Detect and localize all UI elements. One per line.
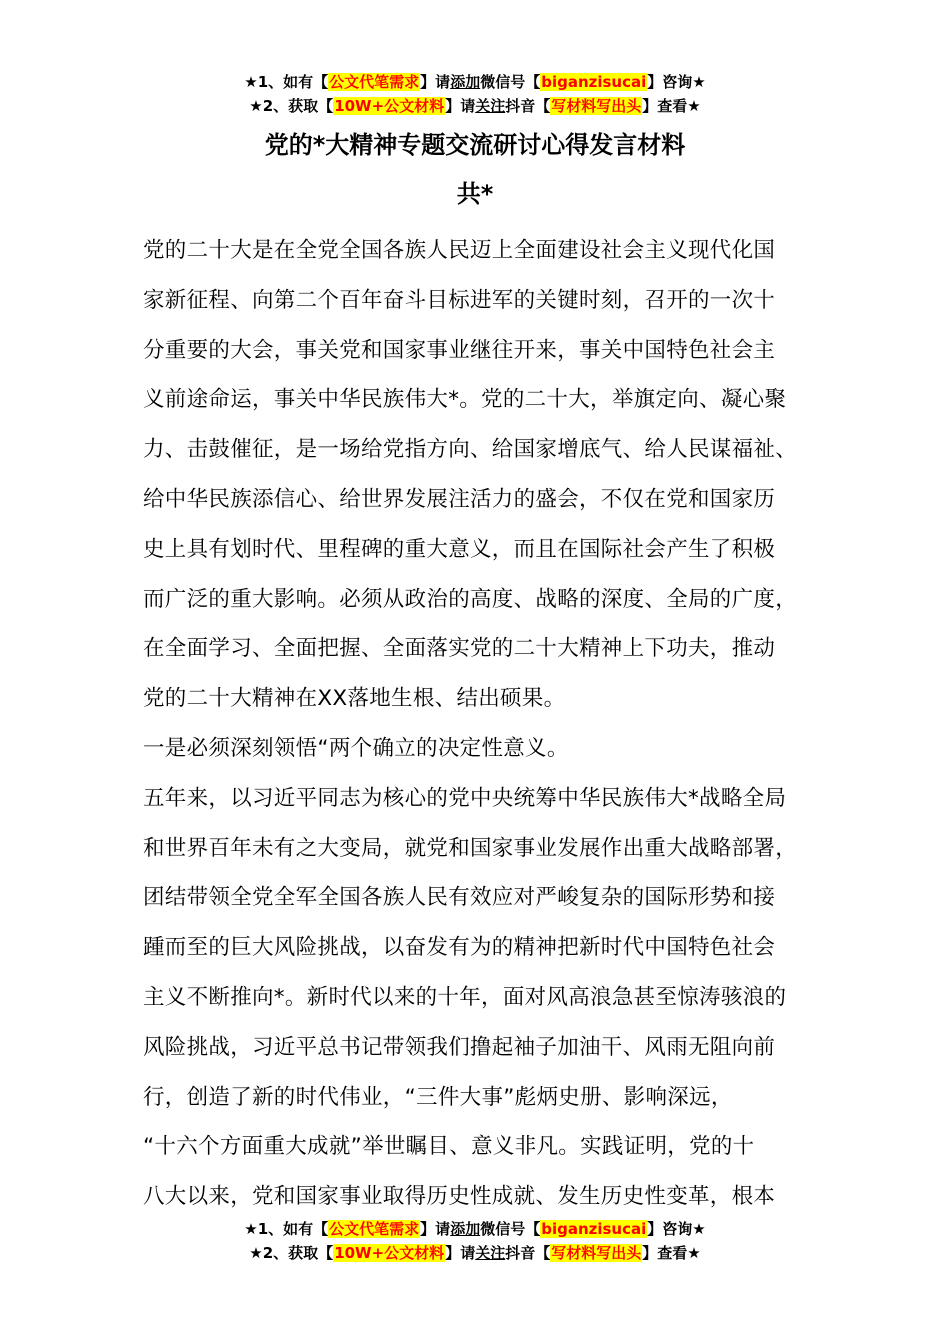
text-line: 力、击鼓催征，是一场给党指方向、给国家增底气、给人民谋福祉、 — [143, 437, 798, 463]
promo-text: ★2、获取【 — [249, 97, 334, 115]
text-line: “十六个方面重大成就”举世瞩目、意义非凡。实践证明，党的十 — [143, 1134, 755, 1160]
promo-text: 】查看★ — [642, 97, 701, 115]
promo-text: 】请 — [445, 97, 476, 115]
body-paragraph — [143, 226, 833, 724]
promo-line-2 — [0, 94, 950, 118]
text-line: 一是必须深刻领悟“两个确立的决定性意义。 — [143, 735, 569, 761]
text-line: 而广泛的重大影响。必须从政治的高度、战略的深度、全局的广度， — [143, 586, 798, 612]
promo-text: ★2、获取【 — [249, 1244, 334, 1262]
promo-highlight: 公文代笔需求 — [329, 1220, 420, 1238]
promo-highlight: 写材料写出头 — [551, 1244, 642, 1262]
promo-underlined-text: 关注 — [475, 97, 506, 115]
promo-underlined-text: 添加 — [450, 1220, 481, 1238]
promo-highlight: biganzisucai — [541, 73, 647, 91]
body-paragraph — [143, 774, 833, 1222]
promo-text: 微信号【 — [480, 73, 541, 91]
promo-line-1 — [0, 70, 950, 94]
text-line: 主义不断推向*。新时代以来的十年，面对风高浪急甚至惊涛骇浪的 — [143, 984, 787, 1010]
text-line: 家新征程、向第二个百年奋斗目标进军的关键时刻，召开的一次十 — [143, 287, 776, 313]
promo-highlight: 公文代笔需求 — [329, 73, 420, 91]
text-line: 给中华民族添信心、给世界发展注活力的盛会，不仅在党和国家历 — [143, 486, 776, 512]
text-line: 党的二十大精神在XX落地生根、结出硕果。 — [143, 686, 566, 712]
promo-highlight: 10W+公文材料 — [334, 97, 445, 115]
promo-banner-top — [0, 70, 950, 118]
promo-highlight: biganzisucai — [541, 1220, 647, 1238]
promo-text: 抖音【 — [505, 1244, 551, 1262]
text-line: 风险挑战，习近平总书记带领我们撸起袖子加油干、风雨无阻向前 — [143, 1034, 776, 1060]
promo-text: 】请 — [420, 73, 451, 91]
promo-text: 】请 — [445, 1244, 476, 1262]
promo-underlined-text: 关注 — [475, 1244, 506, 1262]
promo-line-2 — [0, 1241, 950, 1265]
document-body — [143, 226, 833, 1222]
promo-line-1 — [0, 1217, 950, 1241]
promo-text: 】咨询★ — [647, 1220, 706, 1238]
text-line: 义前途命运，事关中华民族伟大*。党的二十大，举旗定向、凝心聚 — [143, 387, 787, 413]
text-line: 踵而至的巨大风险挑战，以奋发有为的精神把新时代中国特色社会 — [143, 935, 776, 961]
promo-text: ★1、如有【 — [244, 1220, 329, 1238]
text-line: 和世界百年未有之大变局，就党和国家事业发展作出重大战略部署， — [143, 835, 798, 861]
promo-text: 】咨询★ — [647, 73, 706, 91]
promo-banner-bottom — [0, 1217, 950, 1265]
promo-highlight: 写材料写出头 — [551, 97, 642, 115]
section-heading — [143, 724, 833, 774]
text-line: 党的二十大是在全党全国各族人民迈上全面建设社会主义现代化国 — [143, 238, 776, 263]
text-line: 八大以来，党和国家事业取得历史性成就、发生历史性变革，根本 — [143, 1184, 776, 1210]
text-line: 分重要的大会，事关党和国家事业继往开来，事关中国特色社会主 — [143, 337, 776, 363]
promo-text: 】查看★ — [642, 1244, 701, 1262]
text-line: 五年来，以习近平同志为核心的党中央统筹中华民族伟大*战略全局 — [143, 785, 787, 811]
document-title-continued: 共* — [456, 180, 494, 208]
promo-underlined-text: 添加 — [450, 73, 481, 91]
document-title: 党的*大精神专题交流研讨心得发言材料 — [264, 131, 686, 159]
promo-text: 微信号【 — [480, 1220, 541, 1238]
text-line: 史上具有划时代、里程碑的重大意义，而且在国际社会产生了积极 — [143, 536, 776, 562]
promo-text: 抖音【 — [505, 97, 551, 115]
text-line: 在全面学习、全面把握、全面落实党的二十大精神上下功夫，推动 — [143, 636, 776, 662]
promo-text: 】请 — [420, 1220, 451, 1238]
promo-highlight: 10W+公文材料 — [334, 1244, 445, 1262]
promo-text: ★1、如有【 — [244, 73, 329, 91]
text-line: 行，创造了新的时代伟业，“三件大事”彪炳史册、影响深远， — [143, 1084, 733, 1110]
text-line: 团结带领全党全军全国各族人民有效应对严峻复杂的国际形势和接 — [143, 885, 776, 911]
